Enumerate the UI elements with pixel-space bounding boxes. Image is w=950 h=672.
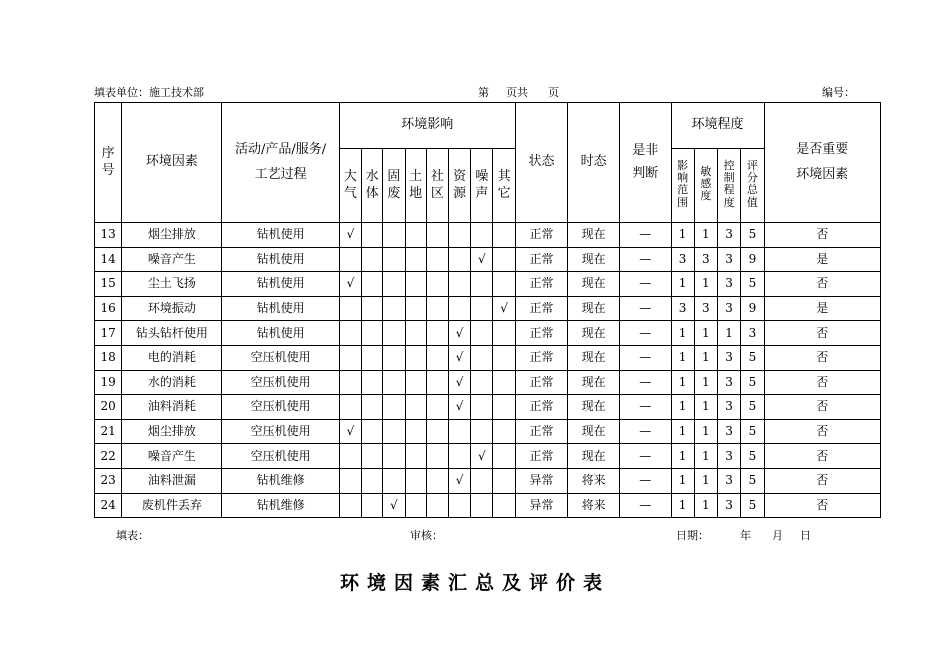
row-impact-mark [383,272,405,297]
header-impact-community: 社区 [426,149,448,223]
row-impact-mark [405,493,426,518]
row-total: 5 [741,223,764,248]
header-state: 状态 [515,103,568,223]
row-tense: 现在 [568,247,620,272]
row-tense: 现在 [568,321,620,346]
header-tense: 时态 [568,103,620,223]
row-activity: 钻机使用 [222,247,339,272]
row-impact-mark [362,493,383,518]
row-judge: — [619,247,671,272]
row-impact-mark [405,345,426,370]
table-row [95,223,881,248]
row-impact-mark [471,493,493,518]
row-impact-mark [362,321,383,346]
row-impact-mark [405,247,426,272]
row-sensitivity: 1 [694,493,717,518]
row-sensitivity: 1 [694,444,717,469]
row-judge: — [619,370,671,395]
row-impact-mark [493,444,515,469]
row-state: 正常 [515,223,568,248]
row-impact-mark: √ [339,272,361,297]
row-factor: 烟尘排放 [122,223,222,248]
row-seq: 21 [95,419,122,444]
row-impact-mark [339,444,361,469]
row-tense: 现在 [568,296,620,321]
row-control: 3 [718,272,741,297]
row-impact-mark [339,370,361,395]
row-activity: 钻机使用 [222,296,339,321]
row-significant: 否 [764,370,880,395]
row-scope: 1 [671,370,694,395]
header-degree-total: 评分总值 [741,149,764,223]
table-row [95,296,881,321]
row-scope: 1 [671,321,694,346]
row-impact-mark [339,468,361,493]
row-seq: 19 [95,370,122,395]
row-judge: — [619,468,671,493]
row-impact-mark [493,419,515,444]
row-total: 5 [741,419,764,444]
row-impact-mark [383,419,405,444]
row-impact-mark [448,296,470,321]
table-row [95,321,881,346]
header-impact-land: 土地 [405,149,426,223]
row-scope: 1 [671,419,694,444]
row-impact-mark [426,370,448,395]
header-impact-water: 水体 [362,149,383,223]
row-impact-mark [493,345,515,370]
row-scope: 1 [671,468,694,493]
row-factor: 油料消耗 [122,395,222,420]
row-impact-mark [405,370,426,395]
header-impact-noise: 噪声 [471,149,493,223]
row-tense: 现在 [568,370,620,395]
row-impact-mark [426,468,448,493]
table-row [95,444,881,469]
header-degree-control: 控制程度 [718,149,741,223]
row-activity: 钻机使用 [222,272,339,297]
row-impact-mark [383,223,405,248]
row-seq: 20 [95,395,122,420]
row-seq: 13 [95,223,122,248]
row-impact-mark [383,468,405,493]
row-impact-mark [426,444,448,469]
row-impact-mark [426,247,448,272]
row-total: 5 [741,272,764,297]
row-tense: 现在 [568,272,620,297]
row-total: 5 [741,493,764,518]
row-factor: 噪音产生 [122,444,222,469]
row-impact-mark [383,395,405,420]
row-factor: 钻头钻杆使用 [122,321,222,346]
row-impact-mark: √ [448,345,470,370]
row-control: 3 [718,223,741,248]
row-impact-mark [426,296,448,321]
page-middle: 页共 [506,86,528,99]
row-state: 异常 [515,493,568,518]
row-impact-mark [493,223,515,248]
row-total: 5 [741,395,764,420]
row-total: 9 [741,247,764,272]
row-activity: 空压机使用 [222,444,339,469]
row-state: 正常 [515,395,568,420]
header-impact-group: 环境影响 [339,103,515,149]
row-impact-mark [493,272,515,297]
row-impact-mark [493,468,515,493]
row-impact-mark [383,321,405,346]
row-tense: 现在 [568,395,620,420]
row-impact-mark [362,296,383,321]
page-prefix: 第 [478,86,489,99]
row-sensitivity: 1 [694,370,717,395]
row-significant: 否 [764,223,880,248]
row-significant: 否 [764,272,880,297]
header-factor: 环境因素 [122,103,222,223]
row-impact-mark: √ [493,296,515,321]
row-impact-mark [339,493,361,518]
row-control: 3 [718,493,741,518]
row-factor: 烟尘排放 [122,419,222,444]
row-tense: 现在 [568,345,620,370]
row-impact-mark [471,468,493,493]
row-judge: — [619,419,671,444]
row-impact-mark [362,272,383,297]
date-label: 日期： [676,529,709,542]
row-state: 正常 [515,296,568,321]
row-activity: 空压机使用 [222,345,339,370]
row-impact-mark [405,444,426,469]
row-seq: 23 [95,468,122,493]
day-label: 日 [800,529,811,542]
footer-line [116,527,836,543]
row-impact-mark [339,321,361,346]
row-scope: 1 [671,493,694,518]
header-impact-air: 大气 [339,149,361,223]
row-significant: 否 [764,468,880,493]
row-activity: 钻机使用 [222,223,339,248]
page-suffix: 页 [548,86,559,99]
row-activity: 空压机使用 [222,419,339,444]
row-significant: 否 [764,345,880,370]
row-control: 3 [718,296,741,321]
row-impact-mark [471,223,493,248]
row-state: 正常 [515,345,568,370]
row-scope: 3 [671,247,694,272]
row-factor: 油料泄漏 [122,468,222,493]
row-impact-mark [471,272,493,297]
row-seq: 24 [95,493,122,518]
row-impact-mark [471,345,493,370]
row-impact-mark [383,370,405,395]
header-degree-sensitivity: 敏感度 [694,149,717,223]
row-impact-mark [383,345,405,370]
row-scope: 1 [671,345,694,370]
row-impact-mark [448,247,470,272]
table-row [95,395,881,420]
header-impact-solid-waste: 固废 [383,149,405,223]
row-impact-mark [426,395,448,420]
row-judge: — [619,321,671,346]
table-row [95,272,881,297]
row-control: 3 [718,247,741,272]
row-factor: 噪音产生 [122,247,222,272]
year-label: 年 [740,529,751,542]
row-significant: 否 [764,493,880,518]
row-impact-mark [362,419,383,444]
row-impact-mark [362,247,383,272]
page-title: 环境因素汇总及评价表 [339,572,610,594]
row-impact-mark [339,395,361,420]
row-state: 正常 [515,444,568,469]
row-impact-mark [448,444,470,469]
row-control: 3 [718,345,741,370]
row-total: 9 [741,296,764,321]
number-label: 编号： [822,86,855,99]
row-factor: 环境振动 [122,296,222,321]
row-tense: 现在 [568,223,620,248]
row-activity: 钻机维修 [222,468,339,493]
header-seq: 序号 [95,103,122,223]
row-tense: 现在 [568,419,620,444]
row-impact-mark [383,444,405,469]
row-impact-mark [471,419,493,444]
row-significant: 是 [764,296,880,321]
row-activity: 钻机使用 [222,321,339,346]
row-impact-mark [339,345,361,370]
row-seq: 18 [95,345,122,370]
row-total: 5 [741,345,764,370]
row-impact-mark [471,395,493,420]
table-row [95,493,881,518]
row-factor: 水的消耗 [122,370,222,395]
row-state: 正常 [515,370,568,395]
environment-factor-table [94,102,881,518]
row-tense: 将来 [568,468,620,493]
row-state: 正常 [515,247,568,272]
row-seq: 17 [95,321,122,346]
row-judge: — [619,493,671,518]
row-impact-mark [405,468,426,493]
row-control: 1 [718,321,741,346]
row-impact-mark [405,395,426,420]
row-total: 5 [741,370,764,395]
row-judge: — [619,395,671,420]
row-impact-mark [471,370,493,395]
row-factor: 废机件丢弃 [122,493,222,518]
header-degree-scope: 影响范围 [671,149,694,223]
row-impact-mark [405,296,426,321]
row-impact-mark [362,370,383,395]
row-factor: 尘土飞扬 [122,272,222,297]
row-scope: 1 [671,395,694,420]
row-impact-mark [426,493,448,518]
row-impact-mark [362,444,383,469]
header-line [94,84,854,100]
filler-label: 填表： [116,529,149,542]
table-row [95,468,881,493]
row-control: 3 [718,444,741,469]
row-impact-mark [493,395,515,420]
row-total: 5 [741,468,764,493]
row-impact-mark: √ [448,468,470,493]
row-activity: 空压机使用 [222,370,339,395]
row-impact-mark [448,272,470,297]
row-impact-mark [426,419,448,444]
row-significant: 否 [764,419,880,444]
reviewer-label: 审核： [410,529,443,542]
row-impact-mark [448,493,470,518]
row-impact-mark [405,223,426,248]
row-significant: 否 [764,444,880,469]
row-impact-mark [362,345,383,370]
row-impact-mark [405,321,426,346]
unit-label: 填表单位：施工技术部 [94,86,204,99]
row-control: 3 [718,468,741,493]
table-row [95,370,881,395]
row-impact-mark: √ [383,493,405,518]
row-sensitivity: 3 [694,296,717,321]
row-sensitivity: 3 [694,247,717,272]
row-sensitivity: 1 [694,345,717,370]
row-impact-mark [362,223,383,248]
row-seq: 14 [95,247,122,272]
table-row [95,345,881,370]
row-control: 3 [718,370,741,395]
row-control: 3 [718,419,741,444]
header-significant: 是否重要环境因素 [764,103,880,223]
row-total: 5 [741,444,764,469]
row-impact-mark [426,345,448,370]
row-seq: 15 [95,272,122,297]
row-scope: 1 [671,444,694,469]
header-judge: 是非判断 [619,103,671,223]
row-impact-mark: √ [339,419,361,444]
row-impact-mark: √ [448,395,470,420]
row-scope: 3 [671,296,694,321]
table-row [95,247,881,272]
row-judge: — [619,272,671,297]
row-tense: 现在 [568,444,620,469]
row-total: 3 [741,321,764,346]
row-impact-mark [405,419,426,444]
row-impact-mark [405,272,426,297]
row-sensitivity: 1 [694,272,717,297]
row-state: 正常 [515,321,568,346]
header-impact-other: 其它 [493,149,515,223]
row-impact-mark [383,247,405,272]
row-significant: 是 [764,247,880,272]
row-impact-mark [493,370,515,395]
row-impact-mark [493,493,515,518]
row-tense: 将来 [568,493,620,518]
row-impact-mark [362,468,383,493]
row-impact-mark [426,321,448,346]
row-impact-mark [493,247,515,272]
row-sensitivity: 1 [694,395,717,420]
row-sensitivity: 1 [694,223,717,248]
row-seq: 16 [95,296,122,321]
row-impact-mark [383,296,405,321]
table-row [95,419,881,444]
row-impact-mark [362,395,383,420]
row-judge: — [619,296,671,321]
row-activity: 空压机使用 [222,395,339,420]
row-impact-mark: √ [471,444,493,469]
row-significant: 否 [764,321,880,346]
row-impact-mark: √ [448,370,470,395]
row-state: 正常 [515,272,568,297]
row-impact-mark [426,223,448,248]
row-impact-mark [426,272,448,297]
row-impact-mark [339,247,361,272]
row-control: 3 [718,395,741,420]
row-impact-mark: √ [471,247,493,272]
row-impact-mark [339,296,361,321]
row-seq: 22 [95,444,122,469]
row-state: 正常 [515,419,568,444]
row-impact-mark [493,321,515,346]
row-impact-mark: √ [448,321,470,346]
row-state: 异常 [515,468,568,493]
row-significant: 否 [764,395,880,420]
month-label: 月 [772,529,783,542]
row-sensitivity: 1 [694,419,717,444]
row-judge: — [619,345,671,370]
row-scope: 1 [671,272,694,297]
row-impact-mark [471,321,493,346]
row-factor: 电的消耗 [122,345,222,370]
row-scope: 1 [671,223,694,248]
row-impact-mark [448,223,470,248]
row-sensitivity: 1 [694,468,717,493]
row-sensitivity: 1 [694,321,717,346]
row-impact-mark [471,296,493,321]
row-impact-mark [448,419,470,444]
row-activity: 钻机维修 [222,493,339,518]
row-impact-mark: √ [339,223,361,248]
header-degree-group: 环境程度 [671,103,764,149]
header-impact-resource: 资源 [448,149,470,223]
table-body [95,223,881,518]
row-judge: — [619,444,671,469]
header-activity: 活动/产品/服务/工艺过程 [222,103,339,223]
row-judge: — [619,223,671,248]
